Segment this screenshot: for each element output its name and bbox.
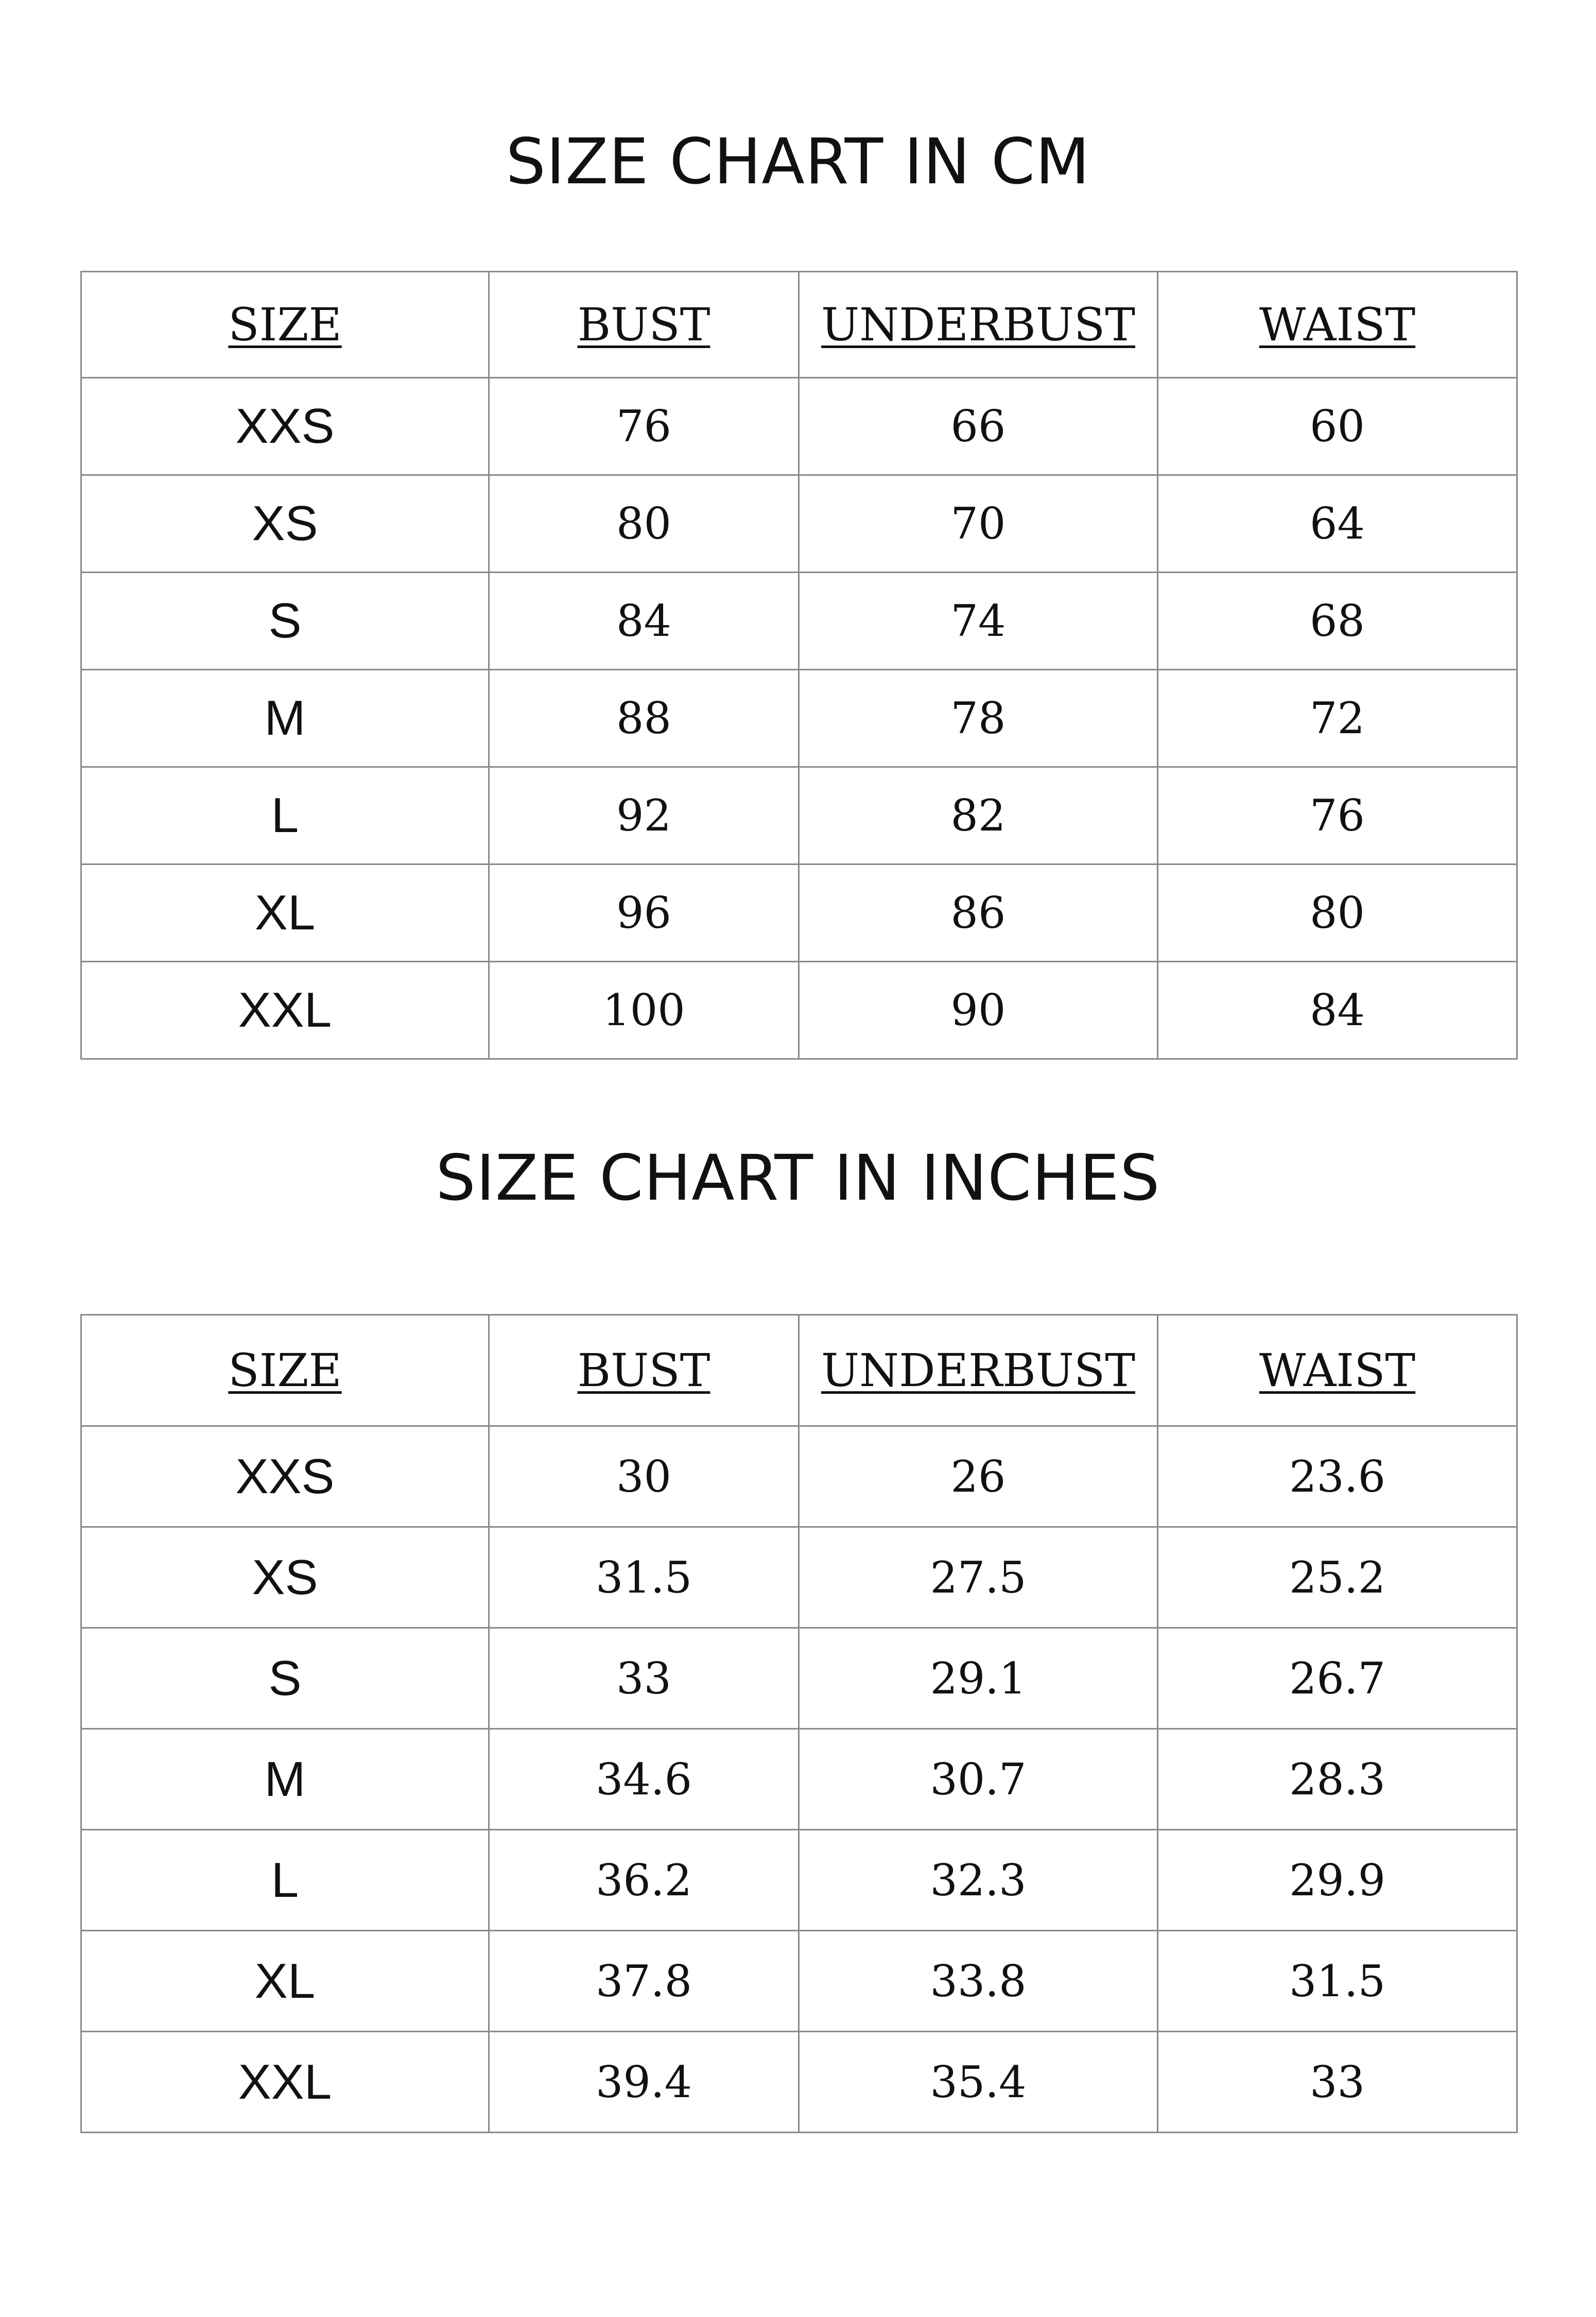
- underbust-cell: 90: [799, 962, 1158, 1059]
- waist-cell: 80: [1158, 864, 1517, 962]
- underbust-cell: 27.5: [799, 1527, 1158, 1628]
- size-cell: M: [81, 670, 489, 767]
- waist-cell: 76: [1158, 767, 1517, 864]
- underbust-cell: 32.3: [799, 1830, 1158, 1931]
- column-header-bust: BUST: [489, 1315, 799, 1426]
- size-cell: XXS: [81, 1426, 489, 1527]
- bust-cell: 37.8: [489, 1931, 799, 2032]
- bust-cell: 88: [489, 670, 799, 767]
- underbust-cell: 74: [799, 573, 1158, 670]
- table-row: [81, 1527, 1517, 1628]
- column-header-size: SIZE: [81, 272, 489, 378]
- size-cell: S: [81, 1628, 489, 1729]
- table-row: [81, 573, 1517, 670]
- bust-cell: 80: [489, 475, 799, 573]
- size-cell: XXL: [81, 2032, 489, 2133]
- waist-cell: 68: [1158, 573, 1517, 670]
- column-header-underbust: UNDERBUST: [799, 1315, 1158, 1426]
- size-cell: XXL: [81, 962, 489, 1059]
- cm-chart-title: SIZE CHART IN CM: [506, 125, 1090, 198]
- table-row: [81, 1628, 1517, 1729]
- table-row: [81, 670, 1517, 767]
- cm-size-table: [80, 271, 1518, 1060]
- cm-table-body: [81, 378, 1517, 1059]
- table-header-row: [81, 1315, 1517, 1426]
- waist-cell: 23.6: [1158, 1426, 1517, 1527]
- table-row: [81, 1729, 1517, 1830]
- waist-cell: 28.3: [1158, 1729, 1517, 1830]
- waist-cell: 33: [1158, 2032, 1517, 2133]
- underbust-cell: 78: [799, 670, 1158, 767]
- bust-cell: 100: [489, 962, 799, 1059]
- size-cell: XXS: [81, 378, 489, 475]
- column-header-underbust: UNDERBUST: [799, 272, 1158, 378]
- table-row: [81, 1931, 1517, 2032]
- table-row: [81, 475, 1517, 573]
- underbust-cell: 82: [799, 767, 1158, 864]
- size-cell: L: [81, 1830, 489, 1931]
- bust-cell: 84: [489, 573, 799, 670]
- size-cell: XL: [81, 1931, 489, 2032]
- bust-cell: 39.4: [489, 2032, 799, 2133]
- size-cell: M: [81, 1729, 489, 1830]
- waist-cell: 60: [1158, 378, 1517, 475]
- bust-cell: 31.5: [489, 1527, 799, 1628]
- bust-cell: 30: [489, 1426, 799, 1527]
- table-row: [81, 1830, 1517, 1931]
- inch-size-table: [80, 1314, 1518, 2133]
- underbust-cell: 66: [799, 378, 1158, 475]
- underbust-cell: 86: [799, 864, 1158, 962]
- waist-cell: 26.7: [1158, 1628, 1517, 1729]
- waist-cell: 72: [1158, 670, 1517, 767]
- inch-table-body: [81, 1426, 1517, 2133]
- waist-cell: 64: [1158, 475, 1517, 573]
- size-cell: XS: [81, 1527, 489, 1628]
- table-row: [81, 767, 1517, 864]
- bust-cell: 76: [489, 378, 799, 475]
- waist-cell: 29.9: [1158, 1830, 1517, 1931]
- bust-cell: 92: [489, 767, 799, 864]
- bust-cell: 34.6: [489, 1729, 799, 1830]
- table-row: [81, 378, 1517, 475]
- underbust-cell: 29.1: [799, 1628, 1158, 1729]
- column-header-bust: BUST: [489, 272, 799, 378]
- bust-cell: 96: [489, 864, 799, 962]
- underbust-cell: 26: [799, 1426, 1158, 1527]
- table-row: [81, 2032, 1517, 2133]
- bust-cell: 33: [489, 1628, 799, 1729]
- waist-cell: 31.5: [1158, 1931, 1517, 2032]
- table-row: [81, 864, 1517, 962]
- underbust-cell: 35.4: [799, 2032, 1158, 2133]
- underbust-cell: 30.7: [799, 1729, 1158, 1830]
- column-header-waist: WAIST: [1158, 272, 1517, 378]
- size-cell: XS: [81, 475, 489, 573]
- table-row: [81, 1426, 1517, 1527]
- underbust-cell: 70: [799, 475, 1158, 573]
- bust-cell: 36.2: [489, 1830, 799, 1931]
- underbust-cell: 33.8: [799, 1931, 1158, 2032]
- waist-cell: 25.2: [1158, 1527, 1517, 1628]
- inch-chart-title: SIZE CHART IN INCHES: [436, 1142, 1160, 1215]
- size-cell: L: [81, 767, 489, 864]
- column-header-waist: WAIST: [1158, 1315, 1517, 1426]
- table-row: [81, 962, 1517, 1059]
- table-header-row: [81, 272, 1517, 378]
- column-header-size: SIZE: [81, 1315, 489, 1426]
- size-cell: XL: [81, 864, 489, 962]
- waist-cell: 84: [1158, 962, 1517, 1059]
- size-cell: S: [81, 573, 489, 670]
